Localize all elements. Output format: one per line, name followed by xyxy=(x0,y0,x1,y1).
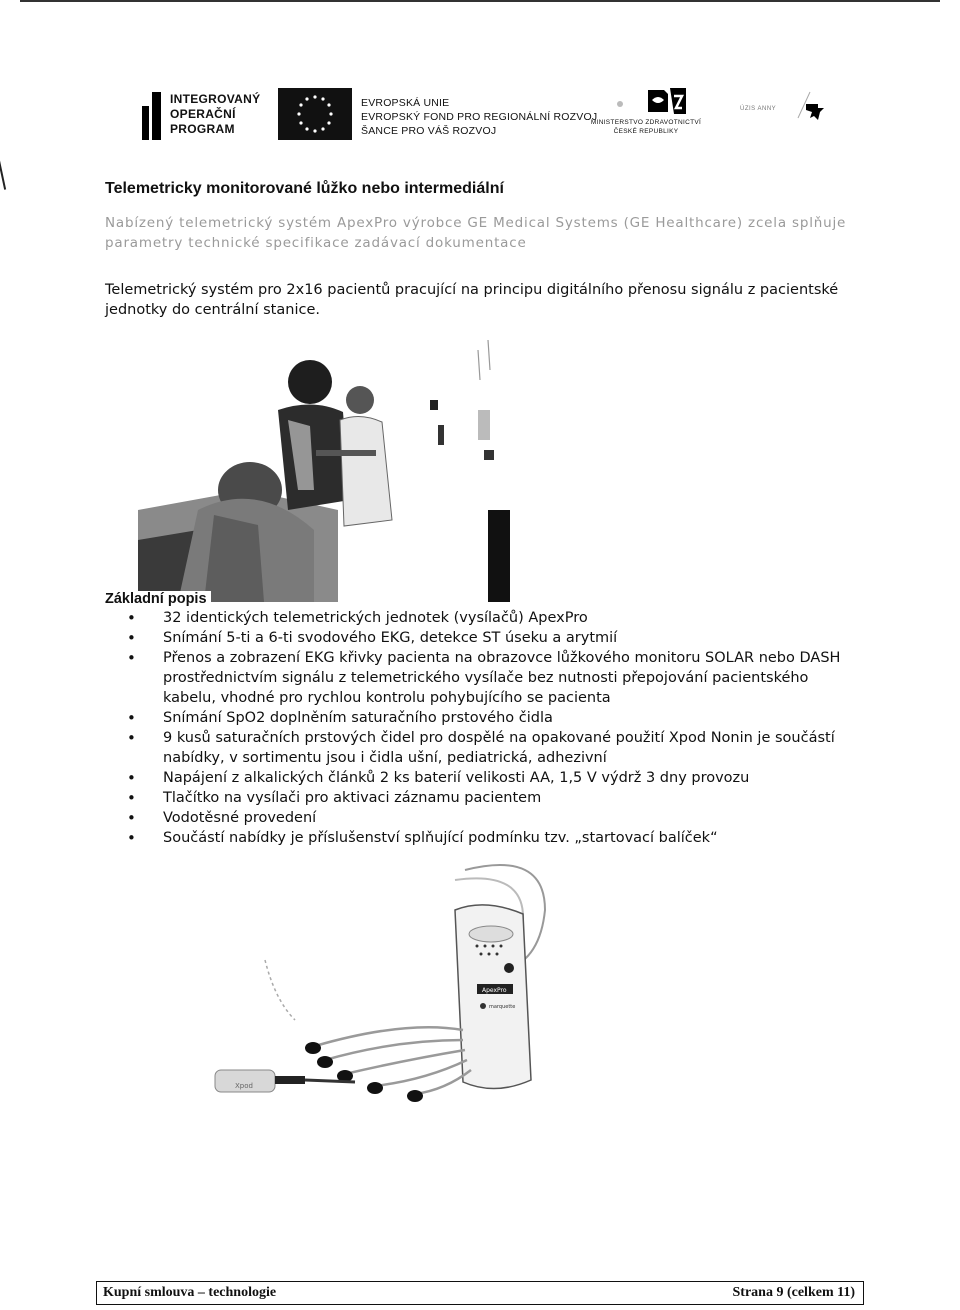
page-footer xyxy=(96,1281,864,1305)
list-item: • 32 identických telemetrických jednotek (vysílačů) ApexPro xyxy=(105,608,865,628)
list-item: • 9 kusů saturačních prstových čidel pro dospělé na opakované použití Xpod Nonin je součástí nabídky, v sortimentu jsou i čidla ušní, pediatrická, adhezivní xyxy=(105,728,865,768)
patient-photo xyxy=(138,340,538,602)
footer-document-name: Kupní smlouva – technologie xyxy=(103,1285,277,1300)
device-brand-label: ApexPro xyxy=(482,987,507,994)
feature-list xyxy=(105,608,865,848)
intro-paragraph: Telemetrický systém pro 2x16 pacientů pracující na principu digitálního přenosu signálu z pacientské jednotky do centrální stanice. xyxy=(105,282,839,318)
section-title: Základní popis xyxy=(105,591,211,607)
iop-logo-text xyxy=(170,92,260,137)
scan-mark xyxy=(0,150,6,190)
ministry-emblem-icon xyxy=(586,86,706,118)
list-item: • Snímání SpO2 doplněním saturačního prstového čidla xyxy=(105,708,865,728)
page-title: Telemetricky monitorované lůžko nebo intermediální xyxy=(105,180,504,197)
faded-statement: Nabízený telemetrický systém ApexPro výrobce GE Medical Systems (GE Healthcare) zcela splňuje parametry technické specifikace zadávací dokumentace xyxy=(105,215,847,251)
sensor-label: Xpod xyxy=(235,1082,253,1090)
device-maker-label: marquette xyxy=(489,1004,516,1010)
top-rule xyxy=(20,0,940,2)
eu-line-2: EVROPSKÝ FOND PRO REGIONÁLNÍ ROZVOJ xyxy=(361,111,598,123)
eu-flag-icon xyxy=(278,88,352,140)
iop-logo xyxy=(142,86,272,146)
ministry-line-1: MINISTERSTVO ZDRAVOTNICTVÍ xyxy=(590,119,702,126)
uzis-cross-icon xyxy=(740,88,830,128)
device-photo xyxy=(205,850,625,1150)
eu-line-1: EVROPSKÁ UNIE xyxy=(361,97,450,109)
ministry-line-2: ČESKÉ REPUBLIKY xyxy=(613,128,679,135)
uzis-label: ÚZIS ANNY xyxy=(740,106,777,112)
list-item: • Vodotěsné provedení xyxy=(105,808,865,828)
list-item: • Přenos a zobrazení EKG křivky pacienta na obrazovce lůžkového monitoru SOLAR nebo DASH prostřednictvím signálu z telemetrického vysílače bez nutnosti přepojování pacientského kabelu, vhodné pro rychlou kontrolu pohybujícího se pacienta xyxy=(105,648,865,708)
list-item: • Napájení z alkalických článků 2 ks baterií velikosti AA, 1,5 V výdrž 3 dny provozu xyxy=(105,768,865,788)
list-item: • Součástí nabídky je příslušenství splňující podmínku tzv. „startovací balíček“ xyxy=(105,828,865,848)
list-item: • Snímání 5-ti a 6-ti svodového EKG, detekce ST úseku a arytmií xyxy=(105,628,865,648)
uzis-logo xyxy=(740,88,830,128)
iop-line-1: INTEGROVANÝ xyxy=(170,92,261,106)
iop-line-3: PROGRAM xyxy=(170,122,235,136)
ministry-logo xyxy=(586,86,706,146)
iop-line-2: OPERAČNÍ xyxy=(170,107,236,121)
eu-logo-text xyxy=(361,96,597,138)
eu-line-3: ŠANCE PRO VÁŠ ROZVOJ xyxy=(361,125,497,137)
footer-page-number: Strana 9 (celkem 11) xyxy=(732,1285,855,1300)
iop-bars-icon xyxy=(142,92,162,140)
list-item: • Tlačítko na vysílači pro aktivaci záznamu pacientem xyxy=(105,788,865,808)
